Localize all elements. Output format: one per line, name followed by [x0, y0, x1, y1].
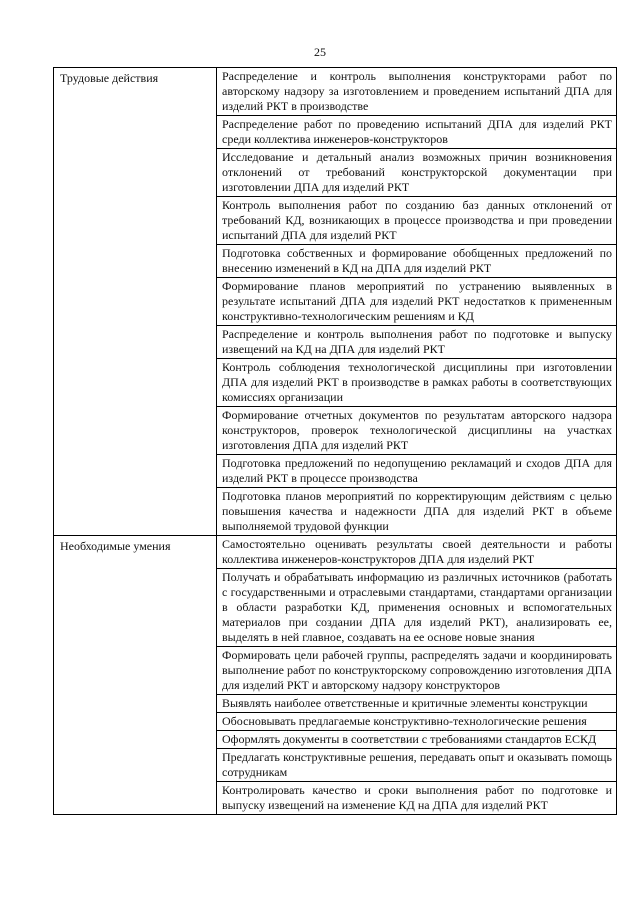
list-item: Распределение и контроль выполнения конструкторами работ по авторскому надзору за изготовлением и проведением испытаний ДПА для изделий РКТ в производстве: [217, 68, 616, 116]
list-item: Распределение работ по проведению испытаний ДПА для изделий РКТ среди коллектива инженеров-конструкторов: [217, 116, 616, 149]
list-item: Контролировать качество и сроки выполнения работ по подготовке и выпуску извещений на изменение КД на ДПА для изделий РКТ: [222, 783, 612, 812]
labor-actions-list: [217, 68, 617, 536]
list-item: Оформлять документы в соответствии с требованиями стандартов ЕСКД: [217, 731, 616, 749]
required-skills-list: [217, 536, 617, 815]
table-row-labor-actions: [54, 68, 617, 536]
list-item: Исследование и детальный анализ возможных причин возникновения отклонений от требований конструкторской документации при изготовлении ДПА для изделий РКТ: [217, 149, 616, 197]
list-item: Формировать цели рабочей группы, распределять задачи и координировать выполнение работ по конструкторскому сопровождению изготовления ДПА для изделий РКТ и авторскому надзору конструкторов: [217, 647, 616, 695]
list-item: Распределение и контроль выполнения работ по подготовке и выпуску извещений на КД на ДПА для изделий РКТ: [217, 326, 616, 359]
page-number: 25: [314, 45, 326, 59]
list-item: Обосновывать предлагаемые конструктивно-технологические решения: [217, 713, 616, 731]
list-item: Самостоятельно оценивать результаты своей деятельности и работы коллектива инженеров-конструкторов ДПА для изделий РКТ: [217, 536, 616, 569]
requirements-table: [53, 67, 617, 815]
list-item: Подготовка планов мероприятий по корректирующим действиям с целью повышения качества и надежности ДПА для изделий РКТ в объеме выполняемой трудовой функции: [222, 489, 612, 533]
row-label: Трудовые действия: [54, 68, 217, 536]
table-row-required-skills: [54, 536, 617, 815]
list-item: Выявлять наиболее ответственные и критичные элементы конструкции: [217, 695, 616, 713]
list-item: Формирование планов мероприятий по устранению выявленных в результате испытаний ДПА для изделий РКТ недостатков к примененным конструктивно-технологическим решениям и КД: [217, 278, 616, 326]
list-item: Контроль выполнения работ по созданию баз данных отклонений от требований КД, возникающих в процессе производства и при проведении испытаний ДПА для изделий РКТ: [217, 197, 616, 245]
list-item: Предлагать конструктивные решения, передавать опыт и оказывать помощь сотрудникам: [217, 749, 616, 782]
list-item: Контроль соблюдения технологической дисциплины при изготовлении ДПА для изделий РКТ в производстве в рамках работы в соответствующих комиссиях организации: [217, 359, 616, 407]
list-item: Подготовка предложений по недопущению рекламаций и сходов ДПА для изделий РКТ в процессе производства: [217, 455, 616, 488]
list-item: Подготовка собственных и формирование обобщенных предложений по внесению изменений в КД на ДПА для изделий РКТ: [217, 245, 616, 278]
list-item: Формирование отчетных документов по результатам авторского надзора конструкторов, проверок технологической дисциплины на участках изготовления ДПА для изделий РКТ: [217, 407, 616, 455]
row-label: Необходимые умения: [54, 536, 217, 815]
list-item: Получать и обрабатывать информацию из различных источников (работать с государственными и отраслевыми стандартами, стандартами организации в области разработки КД, применения основных и вспомогательных материалов при создании ДПА для изделий РКТ), анализировать ее, выделять в ней главное, создавать на ее основе новые знания: [217, 569, 616, 647]
